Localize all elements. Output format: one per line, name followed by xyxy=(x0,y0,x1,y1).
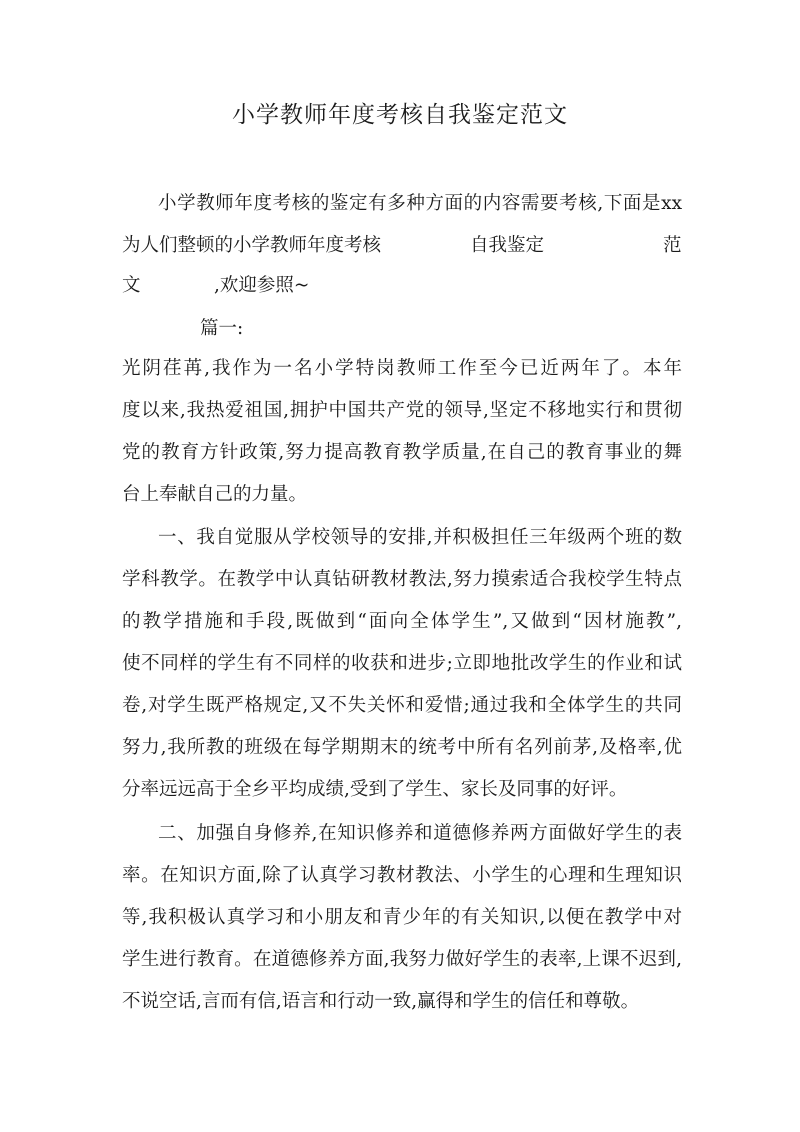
section-heading: 篇一: xyxy=(200,318,244,339)
document-title: 小学教师年度考核自我鉴定范文 xyxy=(232,102,568,128)
paragraph-3-line: 等,我积极认真学习和小朋友和青少年的有关知识,以便在教学中对 xyxy=(122,907,682,928)
paragraph-2-line: 卷,对学生既严格规定,又不失关怀和爱惜;通过我和全体学生的共同 xyxy=(122,695,682,716)
paragraph-1-line: 光阴荏苒,我作为一名小学特岗教师工作至今已近两年了。本年 xyxy=(122,358,682,379)
paragraph-1-line: 度以来,我热爱祖国,拥护中国共产党的领导,坚定不移地实行和贯彻 xyxy=(122,400,682,421)
paragraph-1-line: 台上奉献自己的力量。 xyxy=(122,484,308,505)
paragraph-3-line: 学生进行教育。在道德修养方面,我努力做好学生的表率,上课不迟到, xyxy=(122,949,682,970)
paragraph-2-line: 分率远远高于全乡平均成绩,受到了学生、家长及同事的好评。 xyxy=(122,779,628,800)
paragraph-2-line: 一、我自觉服从学校领导的安排,并积极担任三年级两个班的数 xyxy=(158,527,682,548)
intro-line-3-part-1: 文 xyxy=(122,275,141,296)
intro-line-2-part-1: 为人们整顿的小学教师年度考核 xyxy=(122,235,382,256)
paragraph-2-line: 学科教学。在教学中认真钻研教材教法,努力摸索适合我校学生特点 xyxy=(122,569,682,590)
intro-line-2-part-2: 自我鉴定 xyxy=(470,235,545,256)
paragraph-1-line: 党的教育方针政策,努力提高教育教学质量,在自己的教育事业的舞 xyxy=(122,442,682,463)
intro-line-3-part-2: ,欢迎参照~ xyxy=(214,275,310,296)
intro-line-1: 小学教师年度考核的鉴定有多种方面的内容需要考核,下面是xx xyxy=(158,193,682,214)
paragraph-3-line: 不说空话,言而有信,语言和行动一致,赢得和学生的信任和尊敬。 xyxy=(122,991,640,1012)
paragraph-2-line: 使不同样的学生有不同样的收获和进步;立即地批改学生的作业和试 xyxy=(122,653,682,674)
paragraph-3-line: 率。在知识方面,除了认真学习教材教法、小学生的心理和生理知识 xyxy=(122,865,682,886)
paragraph-2-line: 的教学措施和手段,既做到“面向全体学生”,又做到“因材施教”, xyxy=(122,611,682,632)
paragraph-3-line: 二、加强自身修养,在知识修养和道德修养两方面做好学生的表 xyxy=(158,823,682,844)
paragraph-2-line: 努力,我所教的班级在每学期期末的统考中所有名列前茅,及格率,优 xyxy=(122,737,682,758)
intro-line-2-part-3: 范 xyxy=(663,235,682,256)
